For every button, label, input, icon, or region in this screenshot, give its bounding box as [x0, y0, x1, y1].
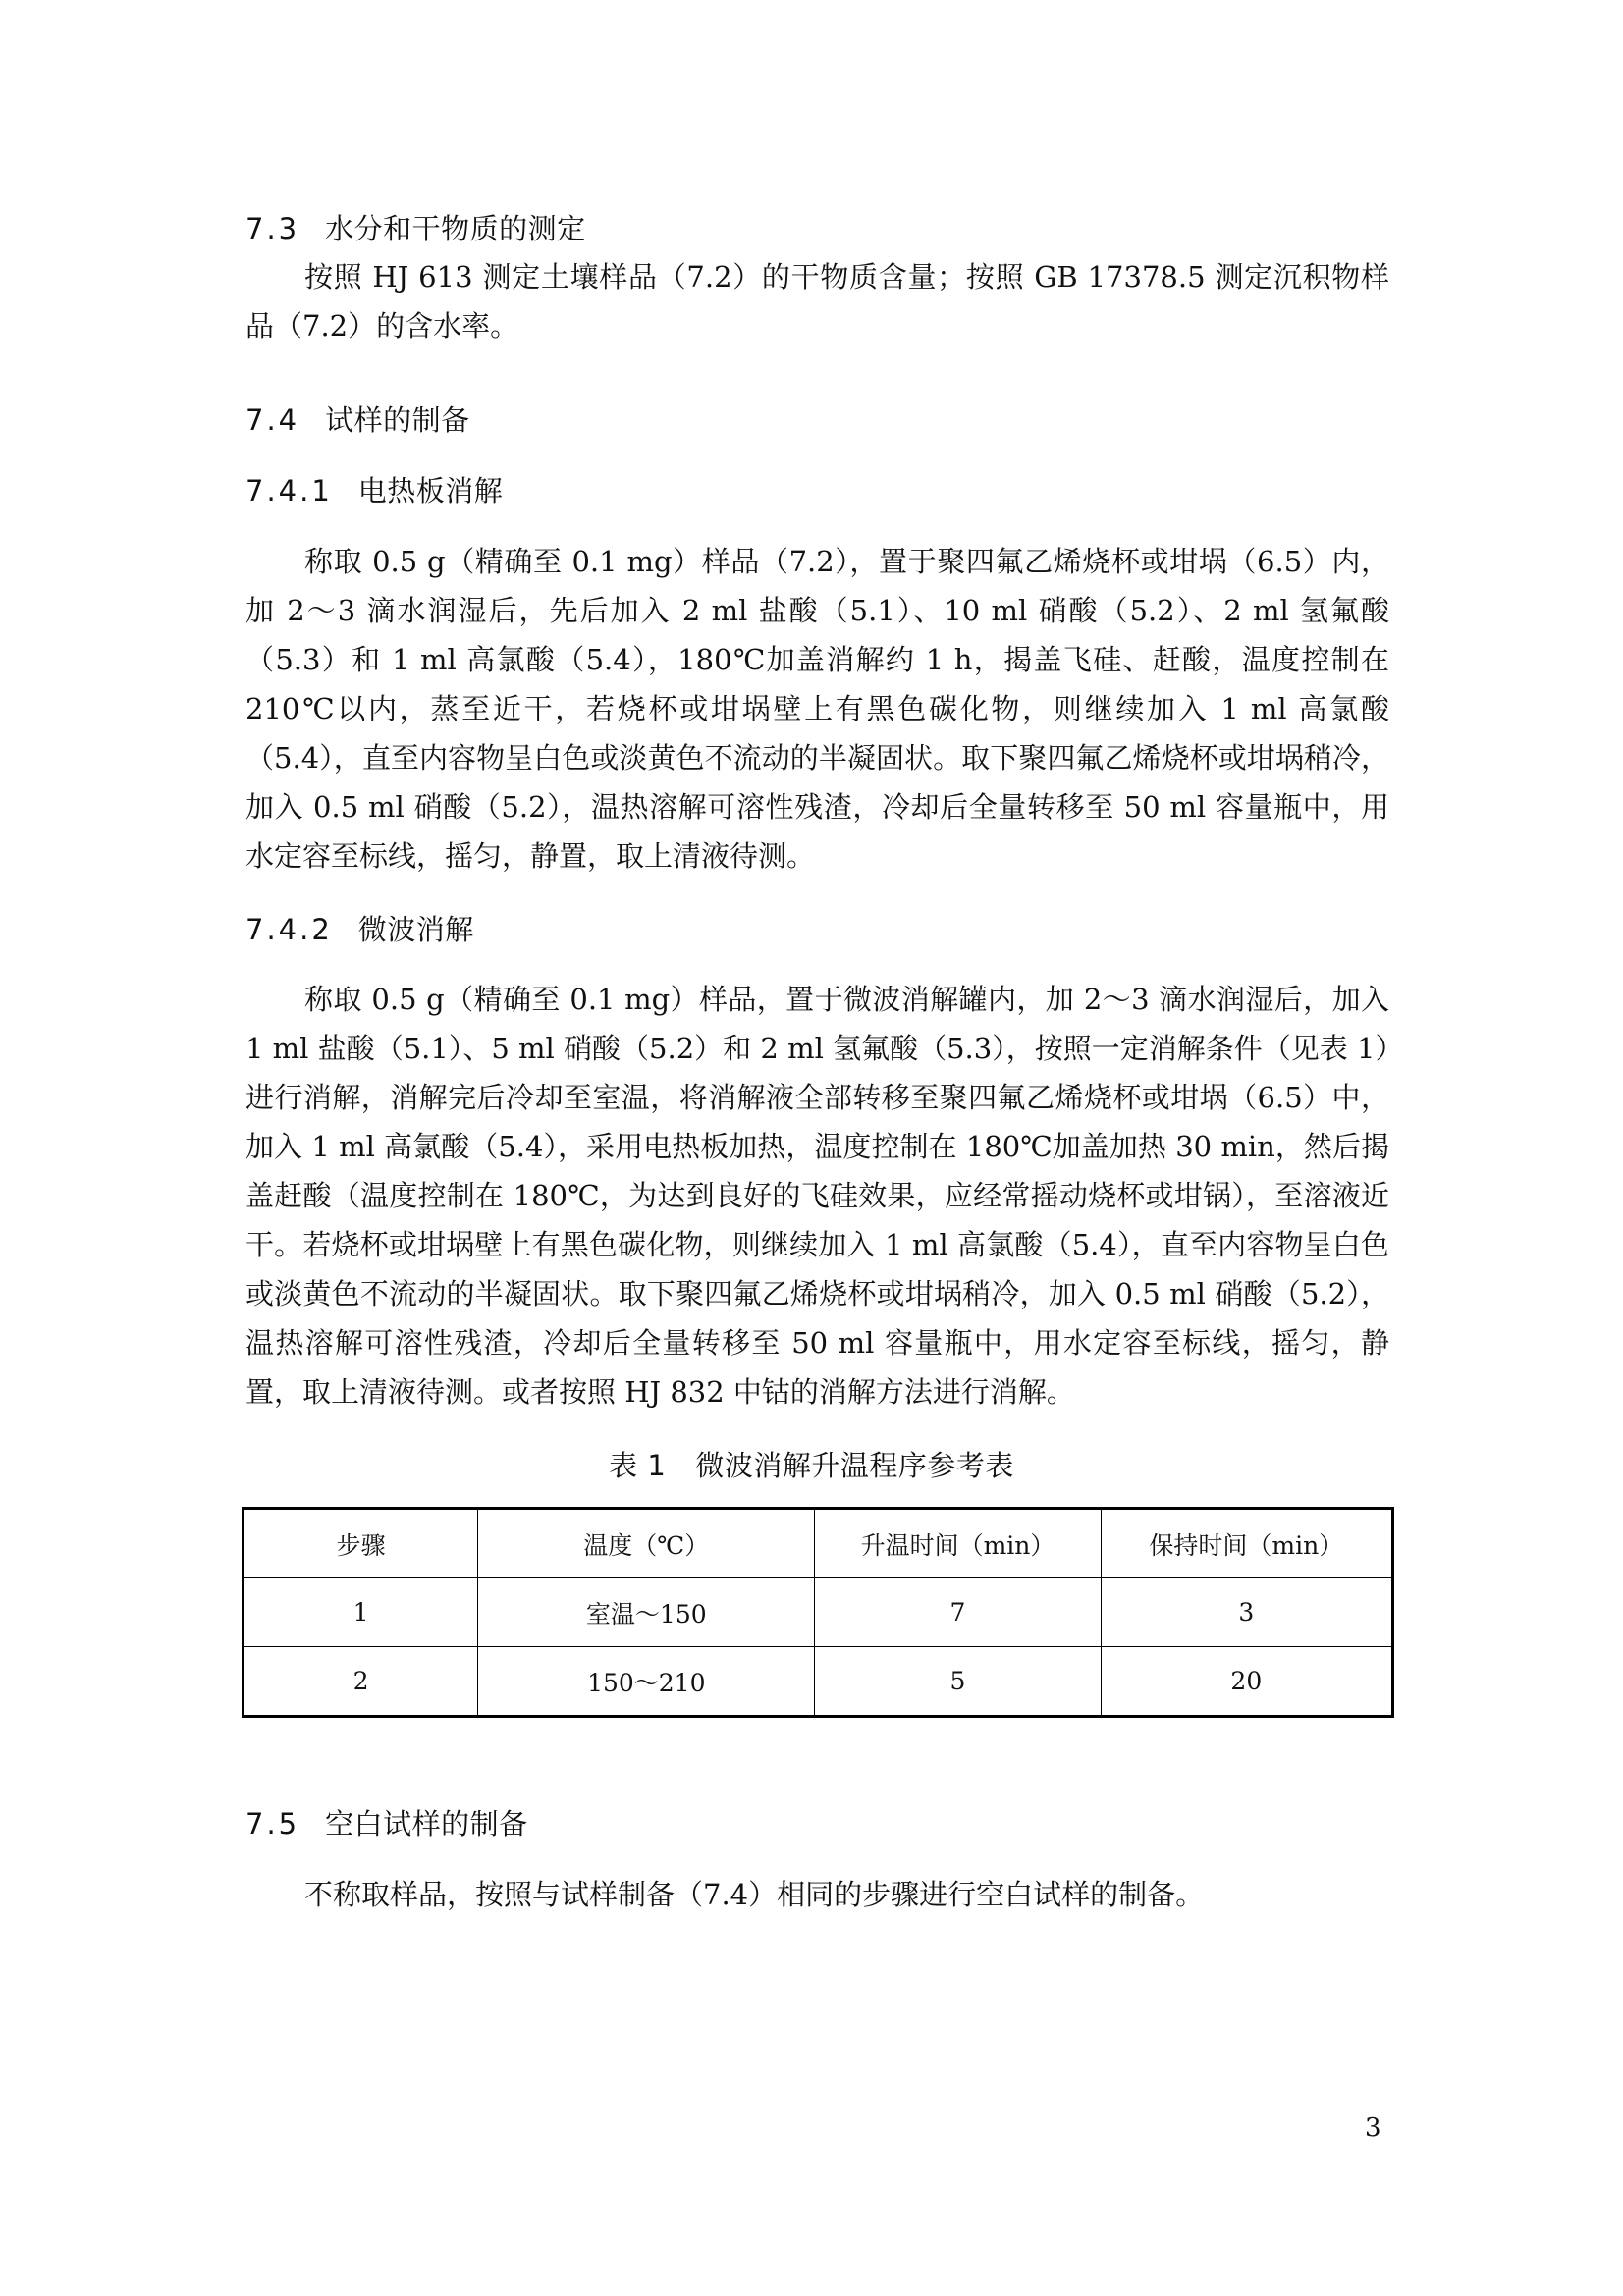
paragraph-7-4-1: 称取 0.5 g（精确至 0.1 mg）样品（7.2），置于聚四氟乙烯烧杯或坩埚（6.5）内，加 2～3 滴水润湿后，先后加入 2 ml 盐酸（5.1）、10 ml 硝酸（5.2）、2 ml 氢氟酸（5.3）和 1 ml 高氯酸（5.4），180℃加盖消解约 1 h，揭盖飞硅、赶酸，温度控制在 210℃以内，蒸至近干，若烧杯或坩埚壁上有黑色碳化物，则继续加入 1 ml 高氯酸（5.4），直至内容物呈白色或淡黄色不流动的半凝固状。取下聚四氟乙烯烧杯或坩埚稍冷，加入 0.5 ml 硝酸（5.2），温热溶解可溶性残渣，冷却后全量转移至 50 ml 容量瓶中，用水定容至标线，摇匀，静置，取上清液待测。 — [245, 545, 1389, 873]
table-row — [243, 1647, 1393, 1717]
section-title: 试样的制备 — [325, 403, 470, 437]
table-caption-number: 表 1 — [609, 1449, 667, 1482]
table-cell: 7 — [815, 1578, 1101, 1647]
table-cell: 3 — [1101, 1578, 1392, 1647]
section-title: 水分和干物质的测定 — [325, 212, 586, 245]
table-header-row — [243, 1509, 1393, 1578]
table-cell: 2 — [243, 1647, 478, 1717]
section-heading-7-5 — [245, 1804, 528, 1843]
table-header-cell: 温度（℃） — [478, 1509, 815, 1578]
section-title: 微波消解 — [357, 913, 474, 946]
section-number: 7.5 — [245, 1807, 300, 1841]
table-cell: 1 — [243, 1578, 478, 1647]
section-title: 空白试样的制备 — [325, 1807, 528, 1841]
paragraph-7-5: 不称取样品，按照与试样制备（7.4）相同的步骤进行空白试样的制备。 — [304, 1878, 1205, 1911]
section-heading-7-3 — [245, 209, 586, 248]
section-title: 电热板消解 — [357, 474, 504, 507]
section-number: 7.3 — [245, 212, 300, 245]
table-header-cell: 步骤 — [243, 1509, 478, 1578]
table-cell: 20 — [1101, 1647, 1392, 1717]
table-caption — [0, 1446, 1623, 1485]
paragraph-7-3: 按照 HJ 613 测定土壤样品（7.2）的干物质含量；按照 GB 17378.5 测定沉积物样品（7.2）的含水率。 — [245, 260, 1389, 343]
section-heading-7-4-2 — [245, 910, 474, 949]
table-caption-title: 微波消解升温程序参考表 — [695, 1449, 1014, 1482]
section-number: 7.4.1 — [245, 474, 333, 507]
table-cell: 室温～150 — [478, 1578, 815, 1647]
section-number: 7.4 — [245, 403, 300, 437]
table-header-cell: 升温时间（min） — [815, 1509, 1101, 1578]
section-heading-7-4-1 — [245, 471, 503, 510]
table-cell: 150～210 — [478, 1647, 815, 1717]
table-row — [243, 1578, 1393, 1647]
section-number: 7.4.2 — [245, 913, 333, 946]
section-heading-7-4 — [245, 400, 470, 440]
page-number: 3 — [1365, 2113, 1381, 2143]
table-header-cell: 保持时间（min） — [1101, 1509, 1392, 1578]
table-cell: 5 — [815, 1647, 1101, 1717]
microwave-program-table — [242, 1507, 1394, 1718]
paragraph-7-4-2: 称取 0.5 g（精确至 0.1 mg）样品，置于微波消解罐内，加 2～3 滴水润湿后，加入 1 ml 盐酸（5.1）、5 ml 硝酸（5.2）和 2 ml 氢氟酸（5.3），按照一定消解条件（见表 1）进行消解，消解完后冷却至室温，将消解液全部转移至聚四氟乙烯烧杯或坩埚（6.5）中，加入 1 ml 高氯酸（5.4），采用电热板加热，温度控制在 180℃加盖加热 30 min，然后揭盖赶酸（温度控制在 180℃，为达到良好的飞硅效果，应经常摇动烧杯或坩锅），至溶液近干。若烧杯或坩埚壁上有黑色碳化物，则继续加入 1 ml 高氯酸（5.4），直至内容物呈白色或淡黄色不流动的半凝固状。取下聚四氟乙烯烧杯或坩埚稍冷，加入 0.5 ml 硝酸（5.2），温热溶解可溶性残渣，冷却后全量转移至 50 ml 容量瓶中，用水定容至标线，摇匀，静置，取上清液待测。或者按照 HJ 832 中钴的消解方法进行消解。 — [245, 983, 1389, 1409]
